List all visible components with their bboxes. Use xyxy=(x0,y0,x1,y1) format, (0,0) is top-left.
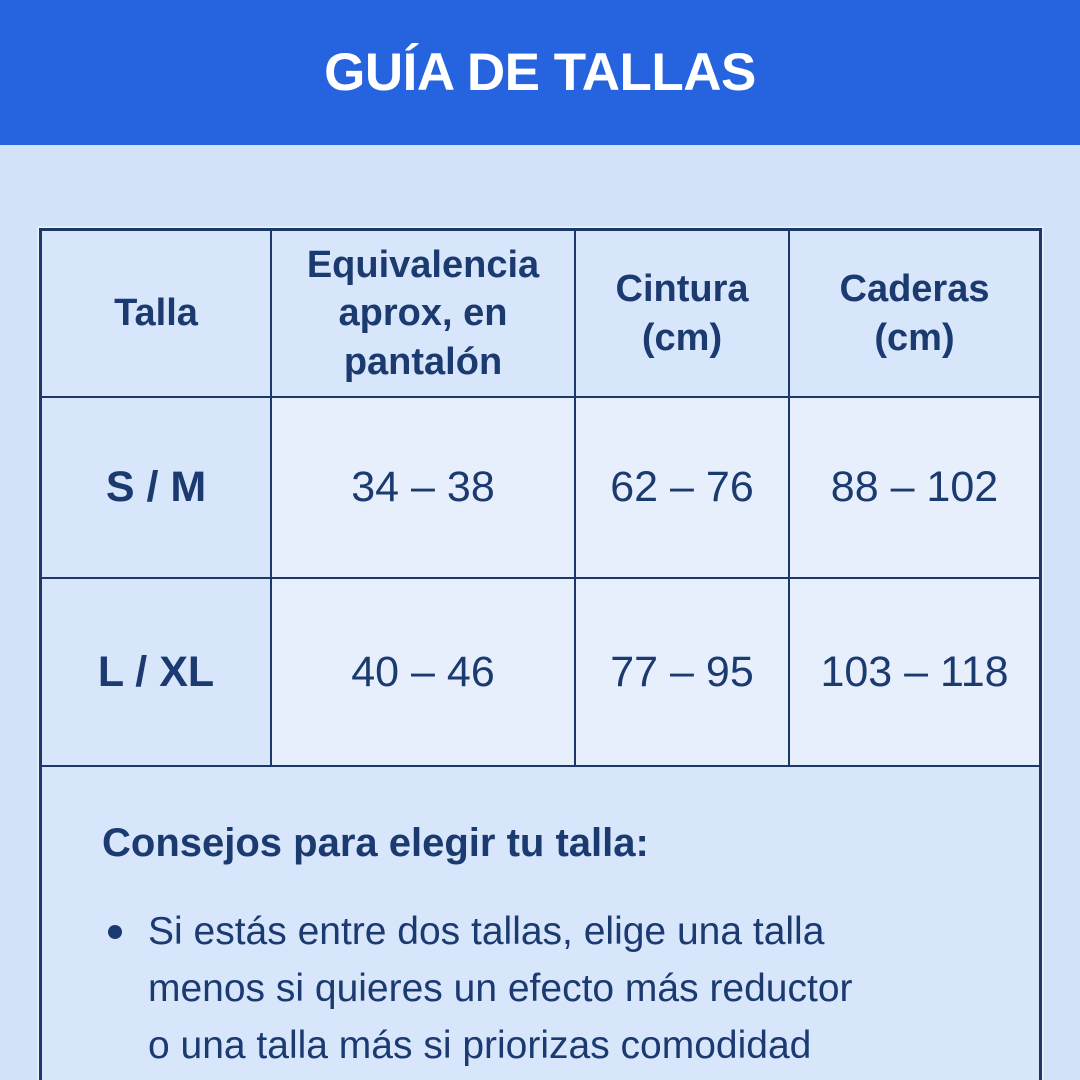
table-cell-size-lxl: L / XL xyxy=(42,579,270,765)
column-header-equivalencia: Equivalencia aprox, en pantalón xyxy=(272,231,574,396)
column-header-talla: Talla xyxy=(42,231,270,396)
tips-section xyxy=(42,765,1039,1080)
tip-item xyxy=(102,903,989,1074)
table-cell-lxl-caderas: 103 – 118 xyxy=(790,579,1039,765)
page-title: GUÍA DE TALLAS xyxy=(324,43,756,102)
table-cell-lxl-pantalon: 40 – 46 xyxy=(272,579,574,765)
table-cell-sm-pantalon: 34 – 38 xyxy=(272,398,574,577)
column-header-cintura: Cintura (cm) xyxy=(576,231,788,396)
size-guide-panel xyxy=(39,228,1042,1080)
table-cell-sm-cintura: 62 – 76 xyxy=(576,398,788,577)
tip-text-line-2: menos si quieres un efecto más reductor xyxy=(148,967,853,1010)
tips-heading: Consejos para elegir tu talla: xyxy=(102,821,649,865)
column-header-caderas: Caderas (cm) xyxy=(790,231,1039,396)
tip-text-line-1: Si estás entre dos tallas, elige una talla xyxy=(148,910,825,953)
size-table xyxy=(42,231,1039,765)
tip-text xyxy=(148,903,853,1074)
table-cell-sm-caderas: 88 – 102 xyxy=(790,398,1039,577)
table-cell-lxl-cintura: 77 – 95 xyxy=(576,579,788,765)
table-cell-size-sm: S / M xyxy=(42,398,270,577)
title-banner xyxy=(0,0,1080,145)
tip-text-line-3: o una talla más si priorizas comodidad xyxy=(148,1024,812,1067)
bullet-dot-icon xyxy=(108,925,122,939)
